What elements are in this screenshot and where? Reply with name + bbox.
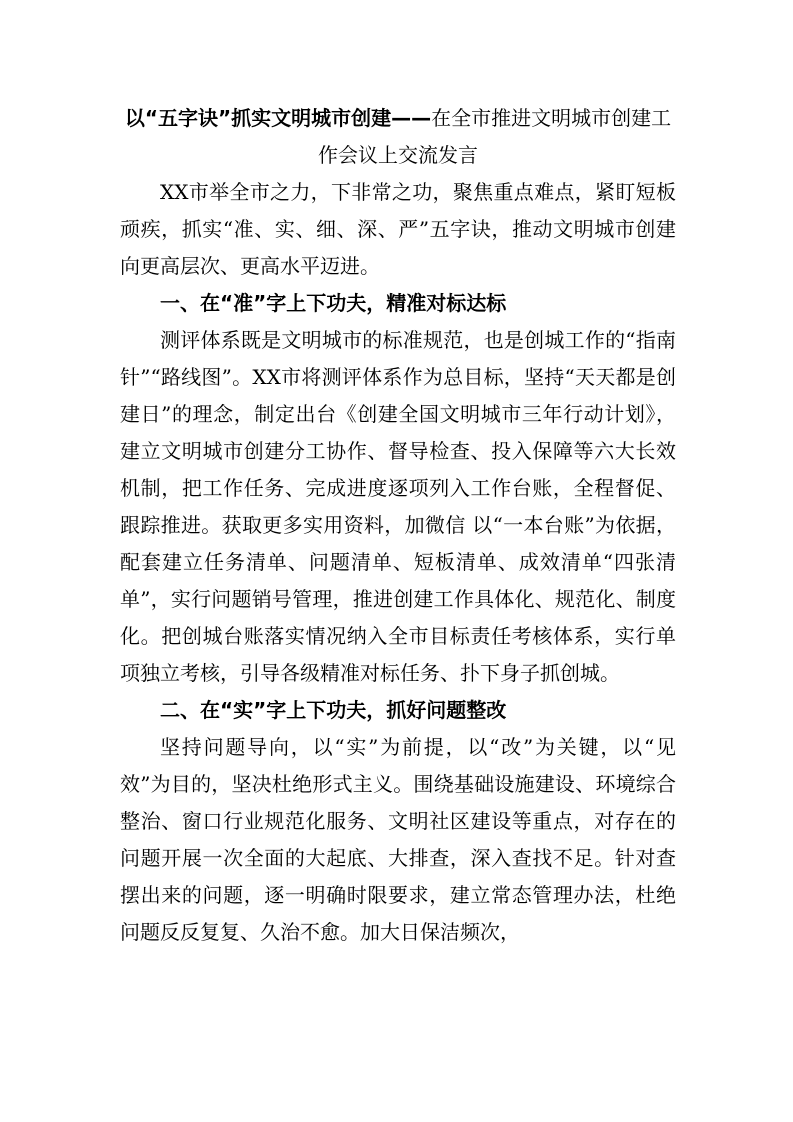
document-title xyxy=(120,100,676,174)
title-subtitle: 在全市推进文明城市创建工作会议上交流发言 xyxy=(318,106,672,167)
intro-paragraph: XX市举全市之力，下非常之功，聚焦重点难点，紧盯短板顽疾，抓实“准、实、细、深、严”五字诀，推动文明城市创建向更高层次、更高水平迈进。 xyxy=(120,180,676,278)
section-2-paragraph: 坚持问题导向，以“实”为前提，以“改”为关键，以“见效”为目的，坚决杜绝形式主义。围绕基础设施建设、环境综合整治、窗口行业规范化服务、文明社区建设等重点，对存在的问题开展一次全面的大起底、大排查，深入查找不足。针对查摆出来的问题，逐一明确时限要求，建立常态管理办法，杜绝问题反反复复、久治不愈。加大日保洁频次， xyxy=(120,735,676,944)
section-2-heading: 二、在“实”字上下功夫，抓好问题整改 xyxy=(160,698,507,722)
title-main: 以“五字诀”抓实文明城市创建—— xyxy=(124,106,432,130)
document-body xyxy=(120,100,676,951)
section-1-heading: 一、在“准”字上下功夫，精准对标达标 xyxy=(160,291,507,315)
section-1-paragraph: 测评体系既是文明城市的标准规范，也是创城工作的“指南针”“路线图”。XX市将测评体系作为总目标，坚持“天天都是创建日”的理念，制定出台《创建全国文明城市三年行动计划》，建立文明城市创建分工协作、督导检查、投入保障等六大长效机制，把工作任务、完成进度逐项列入工作台账，全程督促、跟踪推进。获取更多实用资料，加微信 以“一本台账”为依据，配套建立任务清单、问题清单、短板清单、成效清单“四张清单”，实行问题销号管理，推进创建工作具体化、规范化、制度化。把创城台账落实情况纳入全市目标责任考核体系，实行单项独立考核，引导各级精准对标任务、扑下身子抓创城。 xyxy=(120,328,676,685)
